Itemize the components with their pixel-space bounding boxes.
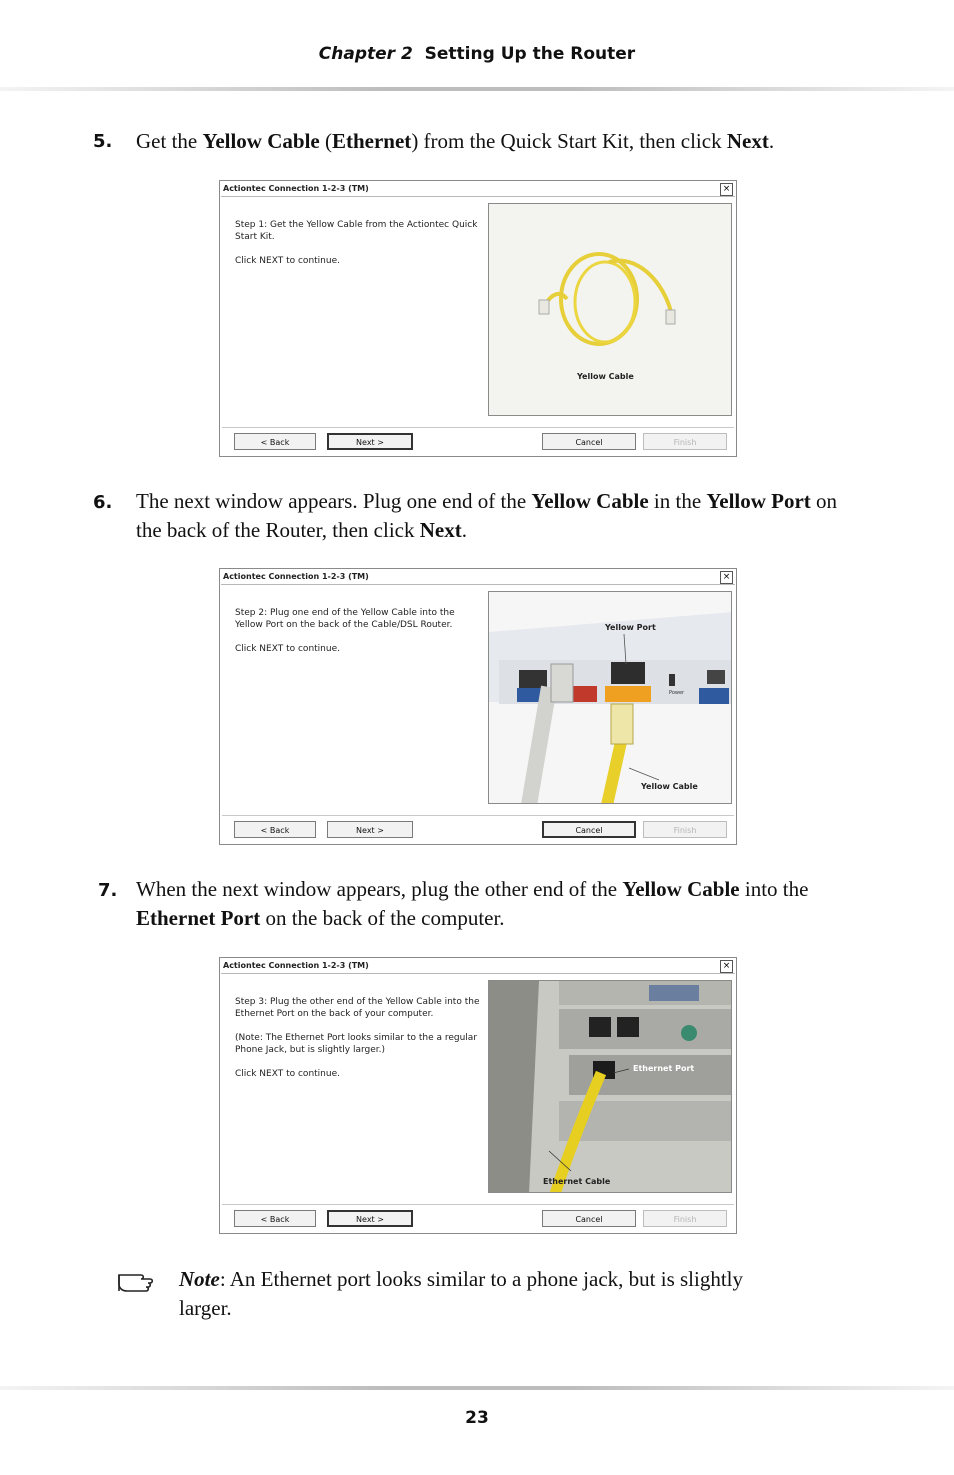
back-button[interactable]: < Back [234, 1210, 316, 1227]
chapter-header [0, 44, 954, 64]
dialog-title: Actiontec Connection 1-2-3 (TM) [223, 184, 369, 193]
chapter-title: Setting Up the Router [424, 44, 636, 64]
cancel-button[interactable]: Cancel [542, 821, 636, 838]
dialog-body [222, 976, 734, 1201]
setup-dialog-step-1 [219, 180, 737, 457]
step-6-text: The next window appears. Plug one end of the Yellow Cable in the Yellow Port on the back of the Router, then click Next. [136, 489, 838, 542]
dialog-instructions: Step 2: Plug one end of the Yellow Cable into the Yellow Port on the back of the Cable/DSL Router. Click NEXT to continue. [235, 608, 455, 654]
step-6-number: 6. [93, 492, 113, 513]
dialog-title: Actiontec Connection 1-2-3 (TM) [223, 572, 369, 581]
cancel-button[interactable]: Cancel [542, 433, 636, 450]
dialog-instructions: Step 1: Get the Yellow Cable from the Actiontec Quick Start Kit. Click NEXT to continue. [235, 220, 478, 266]
finish-button[interactable]: Finish [643, 433, 727, 450]
next-button[interactable]: Next > [327, 1210, 413, 1227]
finish-button[interactable]: Finish [643, 1210, 727, 1227]
page-number: 23 [465, 1408, 489, 1428]
chapter-label: Chapter 2 [318, 44, 413, 64]
header-rule [0, 87, 954, 91]
dialog-separator [222, 1204, 734, 1205]
dialog-instructions: Step 3: Plug the other end of the Yellow Cable into the Ethernet Port on the back of your computer. (Note: The Ethernet Port looks similar to the a regular Phone Jack, but is slightly larger.) Click NEXT to continue. [235, 997, 480, 1079]
cancel-button[interactable]: Cancel [542, 1210, 636, 1227]
setup-dialog-step-3 [219, 957, 737, 1234]
router-port-photo [488, 591, 732, 804]
step-5-number: 5. [93, 131, 113, 152]
finish-button[interactable]: Finish [643, 821, 727, 838]
computer-port-photo [488, 980, 732, 1193]
step-7-number: 7. [98, 880, 118, 901]
close-icon[interactable]: × [720, 960, 733, 973]
setup-dialog-step-2 [219, 568, 737, 845]
ethernet-port-label: Ethernet Port [633, 1064, 695, 1073]
dialog-titlebar [221, 182, 735, 197]
back-button[interactable]: < Back [234, 433, 316, 450]
ethernet-cable-label: Ethernet Cable [543, 1177, 611, 1186]
note-label: Note [179, 1267, 220, 1291]
pointing-hand-icon [117, 1266, 159, 1294]
step-5-text: Get the Yellow Cable (Ethernet) from the Quick Start Kit, then click Next. [136, 129, 775, 153]
step-7-text: When the next window appears, plug the other end of the Yellow Cable into the Ethernet Port on the back of the computer. [136, 877, 809, 930]
dialog-separator [222, 427, 734, 428]
note-text: Note: An Ethernet port looks similar to a phone jack, but is slightly larger. [179, 1267, 744, 1320]
back-button[interactable]: < Back [234, 821, 316, 838]
next-button[interactable]: Next > [327, 433, 413, 450]
close-icon[interactable]: × [720, 183, 733, 196]
yellow-cable-label: Yellow Cable [641, 782, 698, 791]
yellow-cable-photo [488, 203, 732, 416]
next-button[interactable]: Next > [327, 821, 413, 838]
dialog-title: Actiontec Connection 1-2-3 (TM) [223, 961, 369, 970]
yellow-cable-label: Yellow Cable [577, 372, 634, 381]
dialog-separator [222, 815, 734, 816]
close-icon[interactable]: × [720, 571, 733, 584]
dialog-titlebar [221, 570, 735, 585]
dialog-body [222, 199, 734, 424]
yellow-port-label: Yellow Port [605, 623, 656, 632]
footer-rule [0, 1386, 954, 1390]
dialog-titlebar [221, 959, 735, 974]
dialog-body [222, 587, 734, 812]
power-label: Power [669, 690, 685, 696]
